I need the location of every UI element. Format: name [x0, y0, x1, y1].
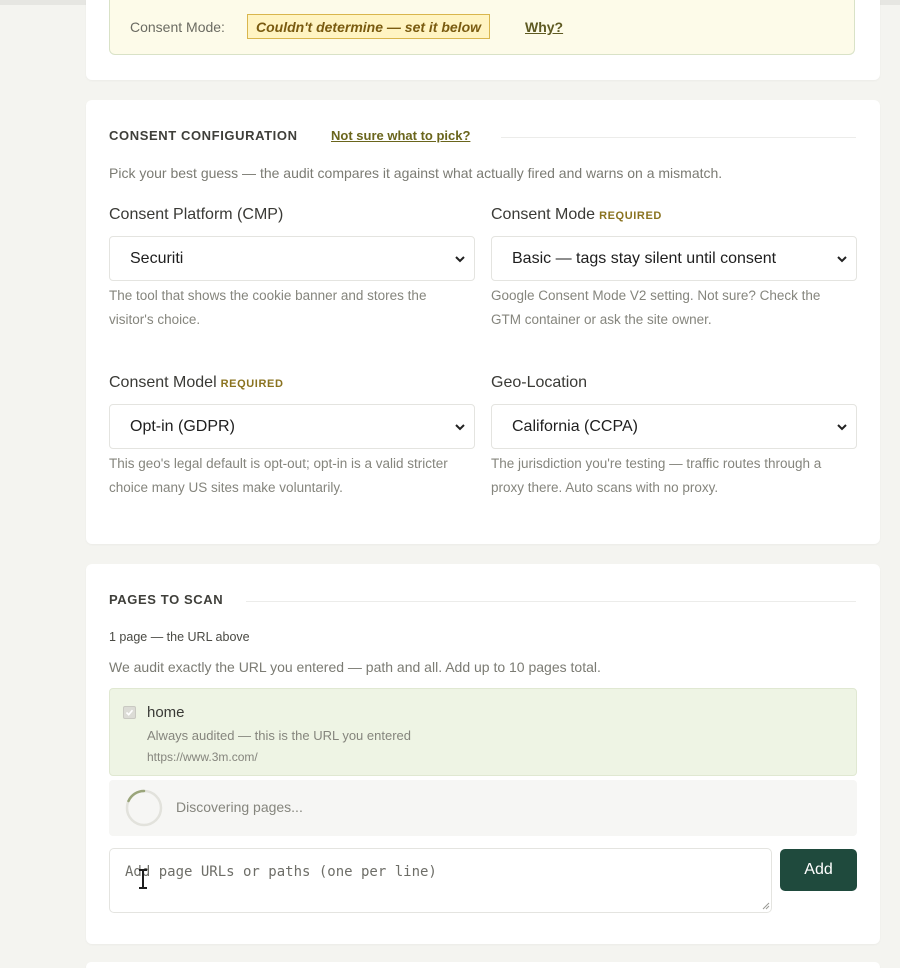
- page-urls-input[interactable]: [109, 848, 772, 913]
- consent-mode-label: Consent Mode:: [130, 19, 225, 35]
- pages-intro: We audit exactly the URL you entered — path and all. Add up to 10 pages total.: [109, 659, 601, 675]
- home-page-title: home: [147, 704, 185, 721]
- why-link[interactable]: Why?: [525, 19, 564, 35]
- chevron-down-icon: [454, 421, 466, 433]
- add-pages-button[interactable]: Add: [780, 849, 857, 891]
- chevron-down-icon: [454, 253, 466, 265]
- cmp-label: [109, 206, 283, 224]
- not-sure-link[interactable]: Not sure what to pick?: [331, 128, 471, 143]
- consent-mode-status-pill: Couldn't determine — set it below: [247, 14, 490, 39]
- required-tag: REQUIRED: [599, 210, 662, 222]
- geo-location-label: [491, 374, 587, 392]
- discovering-pages-row: [109, 780, 857, 836]
- consent-model-select-value: Opt-in (GDPR): [130, 418, 235, 435]
- consent-model-select[interactable]: [109, 404, 475, 449]
- geo-location-select[interactable]: [491, 404, 857, 449]
- chevron-down-icon: [836, 253, 848, 265]
- cmp-select[interactable]: [109, 236, 475, 281]
- chevron-down-icon: [836, 421, 848, 433]
- home-page-row: [109, 688, 857, 776]
- cmp-help: The tool that shows the cookie banner and stores the visitor's choice.: [109, 288, 427, 327]
- consent-intro: Pick your best guess — the audit compares it against what actually fired and warns on a mismatch.: [109, 165, 723, 181]
- section-divider: [501, 137, 856, 138]
- consent-mode-banner: [109, 0, 855, 55]
- consent-mode-card: [86, 0, 880, 80]
- discovering-pages-text: Discovering pages...: [176, 799, 303, 815]
- pages-to-scan-heading: PAGES TO SCAN: [109, 592, 224, 607]
- pages-to-scan-card: [86, 564, 880, 944]
- section-divider: [246, 601, 856, 602]
- consent-model-label-text: Consent Model: [109, 374, 217, 391]
- consent-mode-help: Google Consent Mode V2 setting. Not sure? Check the GTM container or ask the site owner.: [491, 288, 821, 327]
- consent-mode-label-text: Consent Mode: [491, 206, 596, 223]
- text-cursor-icon: [137, 869, 149, 889]
- consent-model-label: [109, 374, 284, 392]
- home-page-url: https://www.3m.com/: [147, 750, 258, 764]
- consent-mode-label: [491, 206, 662, 224]
- home-page-subtitle: Always audited — this is the URL you entered: [147, 728, 411, 743]
- next-card: [86, 962, 880, 968]
- geo-location-label-text: Geo-Location: [491, 374, 588, 391]
- cmp-label-text: Consent Platform (CMP): [109, 206, 284, 223]
- page-count: 1 page — the URL above: [109, 630, 250, 644]
- cmp-select-value: Securiti: [130, 250, 184, 267]
- consent-configuration-heading: CONSENT CONFIGURATION: [109, 128, 298, 143]
- checkbox-checked-icon: [123, 706, 136, 719]
- consent-configuration-card: [86, 100, 880, 544]
- consent-model-help: This geo's legal default is opt-out; opt-in is a valid stricter choice many US sites make voluntarily.: [109, 456, 448, 495]
- resize-handle-icon[interactable]: [760, 900, 770, 910]
- geo-location-select-value: California (CCPA): [512, 418, 638, 435]
- loading-spinner-icon: [125, 789, 163, 827]
- required-tag: REQUIRED: [220, 378, 284, 390]
- geo-location-help: The jurisdiction you're testing — traffic routes through a proxy there. Auto scans with no proxy.: [491, 456, 822, 495]
- consent-mode-select-value: Basic — tags stay silent until consent: [512, 250, 777, 267]
- consent-mode-select[interactable]: [491, 236, 857, 281]
